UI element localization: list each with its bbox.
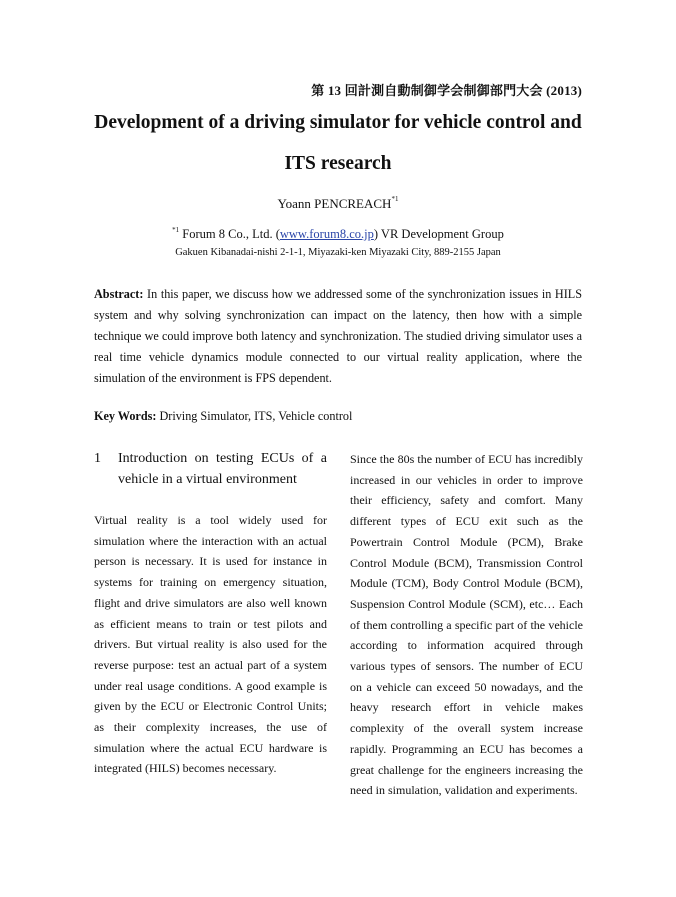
- conference-header: 第 13 回計測自動制御学会制御部門大会 (2013): [311, 83, 582, 98]
- link-close-paren: ): [373, 227, 379, 241]
- link-open-paren: (: [275, 227, 280, 241]
- website-link[interactable]: www.forum8.co.jp: [279, 227, 374, 241]
- section-heading: [94, 449, 327, 490]
- paper-title-line-1: Development of a driving simulator for vehicle control and: [94, 112, 582, 133]
- affiliation-marker: *1: [172, 226, 180, 234]
- author: [0, 196, 676, 212]
- affiliation-group: VR Development Group: [380, 227, 504, 241]
- paper-title-line-2: ITS research: [284, 153, 392, 174]
- section-title: Introduction on testing ECUs of a vehicle in a virtual environment: [118, 451, 327, 487]
- abstract-label: Abstract:: [94, 287, 144, 301]
- affiliation-address: Gakuen Kibanadai-nishi 2-1-1, Miyazaki-ken Miyazaki City, 889-2155 Japan: [175, 247, 501, 258]
- affiliation: [0, 227, 676, 242]
- keywords-label: Key Words:: [94, 409, 157, 423]
- left-column: [94, 510, 327, 779]
- abstract-text: In this paper, we discuss how we addressed some of the synchronization issues in HILS system and why solving synchronization can impact on the latency, then how with a simple technique we could improve both latency and synchronization. The studied driving simulator uses a real time vehicle dynamics module connected to our virtual reality application, where the simulation of the environment is FPS dependent.: [94, 287, 583, 385]
- body-paragraph-left: Virtual reality is a tool widely used for simulation where the interaction with an actual person is necessary. It is used for instance in systems for training on emergency situation, flight and drive simulators are also well known as efficient means to train or test pilots and drivers. But virtual reality is also used for the reverse purpose: test an actual part of a system under real usage conditions. A good example is given by the ECU or Electronic Control Units; as their complexity increases, the use of simulation where the actual ECU hardware is integrated (HILS) becomes necessary.: [94, 513, 327, 776]
- body-paragraph-right: Since the 80s the number of ECU has incredibly increased in our vehicles in order to improve their efficiency, safety and comfort. Many different types of ECU exit such as the Powertrain Control Module (PCM), Brake Control Module (BCM), Transmission Control Module (TCM), Body Control Module (BCM), Suspension Control Module (SCM), etc… Each of them controlling a specific part of the vehicle according to information acquired through various types of sensors. The number of ECU on a vehicle can exceed 50 nowadays, and the heavy research effort in vehicle makes complexity of the overall system increase rapidly. Programming an ECU has becomes a great challenge for the engineers increasing the need in simulation, validation and experiments.: [350, 452, 583, 798]
- section-number: 1: [94, 451, 101, 466]
- keywords-text: Driving Simulator, ITS, Vehicle control: [159, 409, 353, 423]
- abstract: [94, 284, 582, 389]
- author-footnote-marker: *1: [391, 195, 399, 203]
- affiliation-company: Forum 8 Co., Ltd.: [182, 227, 273, 241]
- keywords: [94, 409, 352, 424]
- right-column: [350, 449, 583, 801]
- author-name: Yoann PENCREACH: [277, 196, 392, 211]
